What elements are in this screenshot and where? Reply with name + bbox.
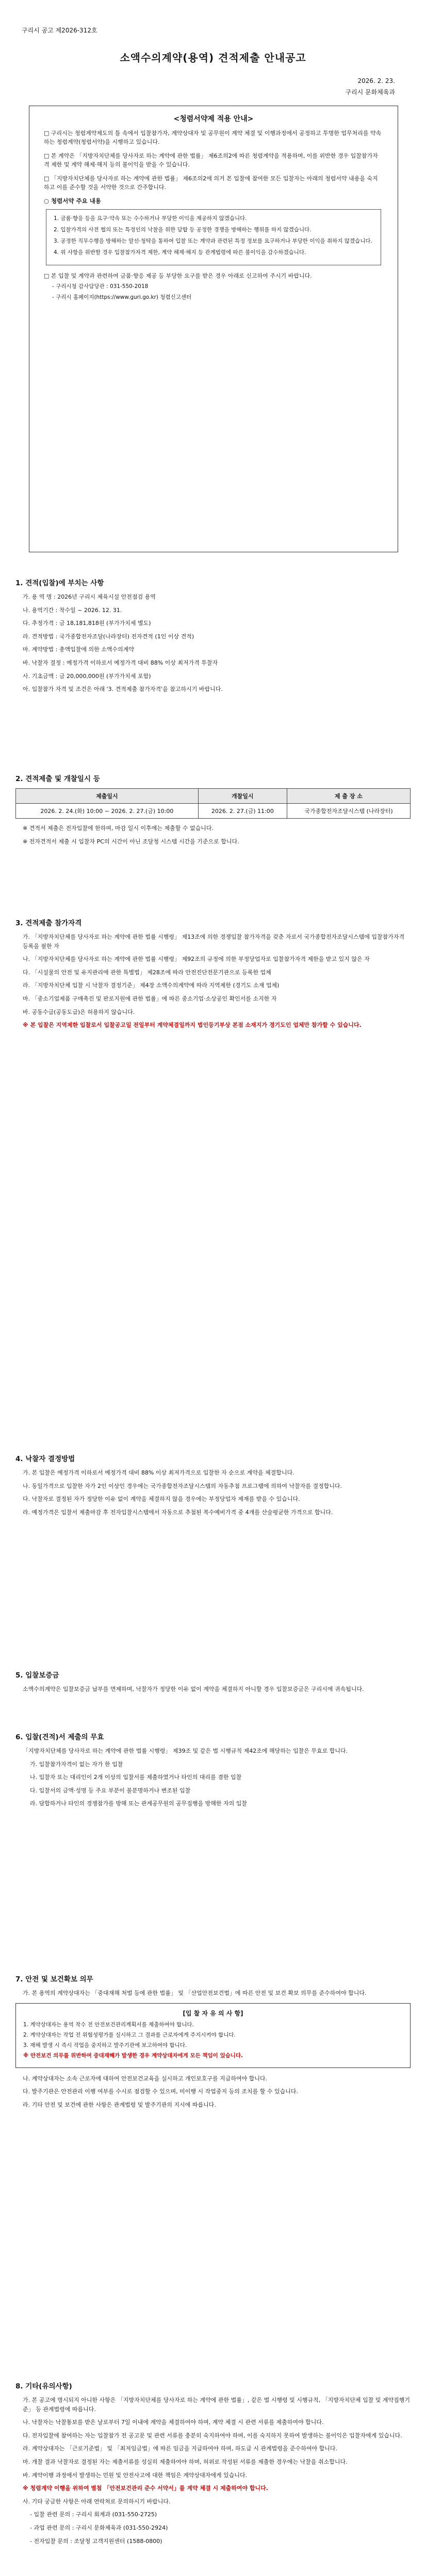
table-header: 제 출 장 소 xyxy=(287,789,410,804)
section-line: 사. 기초금액 : 금 20,000,000원 (부가가치세 포함) xyxy=(23,672,151,680)
section-heading: 3. 견적제출 참가자격 xyxy=(15,919,82,927)
section-warning: ※ 본 입찰은 지역제한 입찰로서 입찰공고일 전일부터 계약체결일까지 법인등기부상 본점 소재지가 경기도인 업체만 참가할 수 있습니다. xyxy=(23,1022,362,1029)
table-cell: 국가종합전자조달시스템 (나라장터) xyxy=(287,804,410,819)
section-heading: 8. 기타(유의사항) xyxy=(15,2382,72,2391)
section-line: 나. 용역기간 : 착수일 ~ 2026. 12. 31. xyxy=(23,606,122,614)
integrity-pledge-box xyxy=(29,106,398,552)
caution-warning: ※ 안전보건 의무를 위반하여 중대재해가 발생한 경우 계약상대자에게 모든 책임이 있습니다. xyxy=(23,2053,243,2059)
section-2 xyxy=(15,773,411,850)
section-line: 나. 계약상대자는 소속 근로자에 대하여 안전보건교육을 실시하고 개인보호구를 지급하여야 합니다. xyxy=(23,2075,268,2082)
section-line: 가. 용 역 명 : 2026년 구리시 체육시설 안전점검 용역 xyxy=(23,594,156,600)
integrity-intro-3: □ 「지방자치단체를 당사자로 하는 계약에 관한 법률」 제6조의2에 의거 본 입찰에 참여한 모든 입찰자는 아래의 청렴서약 내용을 숙지하고 이를 준수할 것을 서약한 것으로 간주합니다. xyxy=(44,175,378,191)
caution-item: 2. 계약상대자는 작업 전 위험성평가를 실시하고 그 결과를 근로자에게 주지시켜야 합니다. xyxy=(23,2031,236,2038)
section-heading: 6. 입찰(견적)서 제출의 무효 xyxy=(15,1733,104,1741)
section-line: 마. 개찰 결과 낙찰자로 결정된 자는 제출서류를 성실히 제출하여야 하며, 허위로 작성된 서류를 제출한 경우에는 낙찰을 취소합니다. xyxy=(23,2458,348,2465)
section-line: 가. 「지방자치단체를 당사자로 하는 계약에 관한 법률 시행령」 제13조에 의한 경쟁입찰 참가자격을 갖춘 자로서 국가종합전자조달시스템에 입찰참가자격 등록을 필한 자 xyxy=(23,934,405,950)
caution-item: 1. 계약상대자는 용역 착수 전 안전보건관리계획서를 제출하여야 합니다. xyxy=(23,2021,194,2028)
section-heading: 4. 낙찰자 결정방법 xyxy=(15,1455,75,1463)
section-7 xyxy=(15,1973,411,2113)
integrity-subtitle: ○ 청렴서약 주요 내용 xyxy=(44,197,101,205)
section-heading: 1. 견적(입찰)에 부치는 사항 xyxy=(15,579,104,587)
section-line: 바. 공동수급(공동도급)은 허용하지 않습니다. xyxy=(23,1008,135,1015)
section-3 xyxy=(15,917,411,1034)
section-line: 마. 「중소기업제품 구매촉진 및 판로지원에 관한 법률」에 따른 중소기업·소상공인 확인서를 소지한 자 xyxy=(23,995,277,1002)
section-line: 사. 기타 궁금한 사항은 아래 연락처로 문의하시기 바랍니다. xyxy=(23,2498,171,2505)
section-line: 라. 「지방자치단체 입찰 시 낙찰자 결정기준」 제4장 소액수의계약에 따라 지역제한 (경기도 소재 업체) xyxy=(23,982,280,989)
contact-line: - 전자입찰 문의 : 조달청 고객지원센터 (1588-0800) xyxy=(30,2537,162,2545)
section-line: 가. 입찰참가자격이 없는 자가 한 입찰 xyxy=(30,1760,123,1768)
section-line: 소액수의계약은 입찰보증금 납부를 면제하며, 낙찰자가 정당한 이유 없이 계약을 체결하지 아니할 경우 입찰보증금은 구리시에 귀속됩니다. xyxy=(23,1686,364,1692)
page-title: 소액수의계약(용역) 견적제출 안내공고 xyxy=(120,52,306,64)
section-line: 다. 추정가격 : 금 18,181,818원 (부가가치세 별도) xyxy=(23,620,151,627)
section-line: 라. 계약상대자는 「근로기준법」 및 「최저임금법」에 따른 임금을 지급하여야 하며, 하도급 시 관계법령을 준수하여야 합니다. xyxy=(23,2445,337,2452)
section-heading: 7. 안전 및 보건확보 의무 xyxy=(15,1975,93,1984)
integrity-inner-box xyxy=(46,209,381,265)
section-line: 나. 낙찰자는 낙찰통보를 받은 날로부터 7일 이내에 계약을 체결하여야 하며, 계약 체결 시 관련 서류를 제출하여야 합니다. xyxy=(23,2419,324,2426)
section-line: 바. 낙찰자 결정 : 예정가격 이하로서 예정가격 대비 88% 이상 최저가격 투찰자 xyxy=(23,659,218,666)
integrity-intro-1: □ 구리시는 청렴계약제도의 틀 속에서 입찰참가자, 계약상대자 및 공무원이 계약 체결 및 이행과정에서 공정하고 투명한 업무처리를 약속하는 청렴계약(청렴서약)을 시행하고 있습니다. xyxy=(44,130,382,146)
section-line: 다. 발주기관은 안전관리 이행 여부를 수시로 점검할 수 있으며, 미이행 시 작업중지 등의 조치를 할 수 있습니다. xyxy=(23,2088,298,2095)
integrity-contact-1: - 구리시청 감사담당관 : 031-550-2018 xyxy=(52,283,149,290)
integrity-item: 4. 위 사항을 위반할 경우 입찰참가자격 제한, 계약 해제·해지 등 관계법령에 따른 불이익을 감수하겠습니다. xyxy=(54,249,306,256)
section-warning: ※ 청렴계약 이행을 위하여 별첨 「안전보건관리 준수 서약서」를 계약 체결 시 제출하여야 합니다. xyxy=(23,2485,268,2492)
section-line: 다. 전자입찰에 참여하는 자는 입찰참가 전 공고문 및 관련 서류를 충분히 숙지하여야 하며, 이를 숙지하지 못하여 발생하는 불이익은 입찰자에게 있습니다. xyxy=(23,2432,402,2439)
section-line: 나. 입찰자 또는 대리인이 2개 이상의 입찰서를 제출하였거나 타인의 대리를 겸한 입찰 xyxy=(30,1774,242,1781)
section-line: 아. 입찰참가 자격 및 조건은 아래 '3. 견적제출 참가자격'을 참고하시기 바랍니다. xyxy=(23,686,223,693)
section-line: 가. 본 공고에 명시되지 아니한 사항은 「지방자치단체를 당사자로 하는 계약에 관한 법률」, 같은 법 시행령 및 시행규칙, 「지방자치단체 입찰 및 계약집행기준」 등 관계법령에 따릅니다. xyxy=(23,2397,410,2413)
section-line: 다. 낙찰자로 결정된 자가 정당한 이유 없이 계약을 체결하지 않을 경우에는 부정당업자 제재를 받을 수 있습니다. xyxy=(23,1496,300,1503)
table-row xyxy=(16,804,411,819)
section-line: 나. 동일가격으로 입찰한 자가 2인 이상인 경우에는 국가종합전자조달시스템의 자동추첨 프로그램에 의하여 낙찰자를 결정합니다. xyxy=(23,1482,342,1489)
section-1 xyxy=(15,577,411,698)
section-4 xyxy=(15,1453,411,1521)
issuing-department: 구리시 문화체육과 xyxy=(345,89,395,96)
section-5 xyxy=(15,1669,411,1698)
table-header: 개찰일시 xyxy=(198,789,287,804)
contact-line: - 과업 관련 문의 : 구리시 문화체육과 (031-550-2924) xyxy=(30,2524,168,2531)
section-line: 라. 기타 안전 및 보건에 관한 사항은 관계법령 및 발주기관의 지시에 따릅니다. xyxy=(23,2101,216,2108)
table-header: 제출일시 xyxy=(16,789,199,804)
integrity-footer: □ 본 입찰 및 계약과 관련하여 금품·향응 제공 등 부당한 요구를 받은 경우 아래로 신고하여 주시기 바랍니다. xyxy=(44,273,312,280)
section-6 xyxy=(15,1731,411,1812)
schedule-table xyxy=(15,788,411,819)
section-line: 라. 담합하거나 타인의 경쟁참가를 방해 또는 관계공무원의 공무집행을 방해한 자의 입찰 xyxy=(30,1800,247,1807)
integrity-box-title: <청렴서약제 적용 안내> xyxy=(173,115,254,123)
section-line: 다. 입찰서의 금액·성명 등 주요 부분이 불분명하거나 변조된 입찰 xyxy=(30,1787,191,1794)
notice-number: 구리시 공고 제2026-312호 xyxy=(22,27,97,34)
section-line: 「지방자치단체를 당사자로 하는 계약에 관한 법률 시행령」 제39조 및 같은 법 시행규칙 제42조에 해당하는 입찰은 무효로 합니다. xyxy=(23,1748,348,1754)
integrity-item: 3. 공정한 직무수행을 방해하는 알선·청탁을 통하여 입찰 또는 계약과 관련된 특정 정보를 요구하거나 부당한 이익을 취하지 않겠습니다. xyxy=(54,238,372,244)
table-cell: 2026. 2. 27.(금) 11:00 xyxy=(198,804,287,819)
integrity-item: 2. 입찰가격의 사전 협의 또는 특정인의 낙찰을 위한 담합 등 공정한 경쟁을 방해하는 행위를 하지 않겠습니다. xyxy=(54,227,312,233)
bidder-caution-box xyxy=(15,2003,411,2068)
caution-item: 3. 재해 발생 시 즉시 작업을 중지하고 발주기관에 보고하여야 합니다. xyxy=(23,2042,187,2049)
integrity-intro-2: □ 본 계약은 「지방자치단체를 당사자로 하는 계약에 관한 법률」 제6조의2에 따른 청렴계약을 적용하며, 이를 위반한 경우 입찰참가자격 제한 및 계약 해제·해지 등의 불이익을 받을 수 있습니다. xyxy=(44,152,378,168)
section-line: 다. 「시설물의 안전 및 유지관리에 관한 특별법」 제28조에 따라 안전진단전문기관으로 등록한 업체 xyxy=(23,969,271,976)
caution-box-title: [입 찰 자 유 의 사 항] xyxy=(183,2009,243,2017)
section-line: 라. 견적방법 : 국가종합전자조달(나라장터) 전자견적 (1인 이상 견적) xyxy=(23,633,194,640)
integrity-contact-2: - 구리시 홈페이지(https://www.guri.go.kr) 청렴신고센터 xyxy=(52,294,192,300)
section-note: ※ 전자견적서 제출 시 입찰자 PC의 시간이 아닌 조달청 시스템 시간을 기준으로 합니다. xyxy=(23,838,239,845)
contact-line: - 입찰 관련 문의 : 구리시 회계과 (031-550-2725) xyxy=(30,2511,157,2518)
table-cell: 2026. 2. 24.(화) 10:00 ~ 2026. 2. 27.(금) 10:00 xyxy=(16,804,199,819)
notice-date: 2026. 2. 23. xyxy=(357,77,395,84)
section-line: 라. 예정가격은 입찰서 제출마감 후 전자입찰시스템에서 자동으로 추첨된 복수예비가격 중 4개를 산술평균한 가격으로 합니다. xyxy=(23,1509,333,1516)
section-heading: 2. 견적제출 및 개찰일시 등 xyxy=(15,775,100,783)
section-line: 가. 본 용역의 계약상대자는 「중대재해 처벌 등에 관한 법률」 및 「산업안전보건법」에 따른 안전 및 보건 확보 의무를 준수하여야 합니다. xyxy=(23,1990,367,1996)
integrity-item: 1. 금품·향응 등을 요구·약속 또는 수수하거나 부당한 이익을 제공하지 않겠습니다. xyxy=(54,215,247,222)
section-8 xyxy=(15,2380,411,2550)
section-line: 나. 「지방자치단체를 당사자로 하는 계약에 관한 법률 시행령」 제92조의 규정에 의한 부정당업자로 입찰참가자격 제한을 받고 있지 않은 자 xyxy=(23,956,370,963)
section-line: 바. 계약이행 과정에서 발생하는 민원 및 안전사고에 대한 책임은 계약상대자에게 있습니다. xyxy=(23,2471,248,2479)
section-line: 가. 본 입찰은 예정가격 이하로서 예정가격 대비 88% 이상 최저가격으로 입찰한 자 순으로 계약을 체결합니다. xyxy=(23,1469,294,1476)
section-line: 마. 계약방법 : 총액입찰에 의한 소액수의계약 xyxy=(23,646,134,653)
section-note: ※ 견적서 제출은 전자입찰에 한하며, 마감 일시 이후에는 제출할 수 없습니다. xyxy=(23,825,214,832)
section-heading: 5. 입찰보증금 xyxy=(15,1671,59,1680)
